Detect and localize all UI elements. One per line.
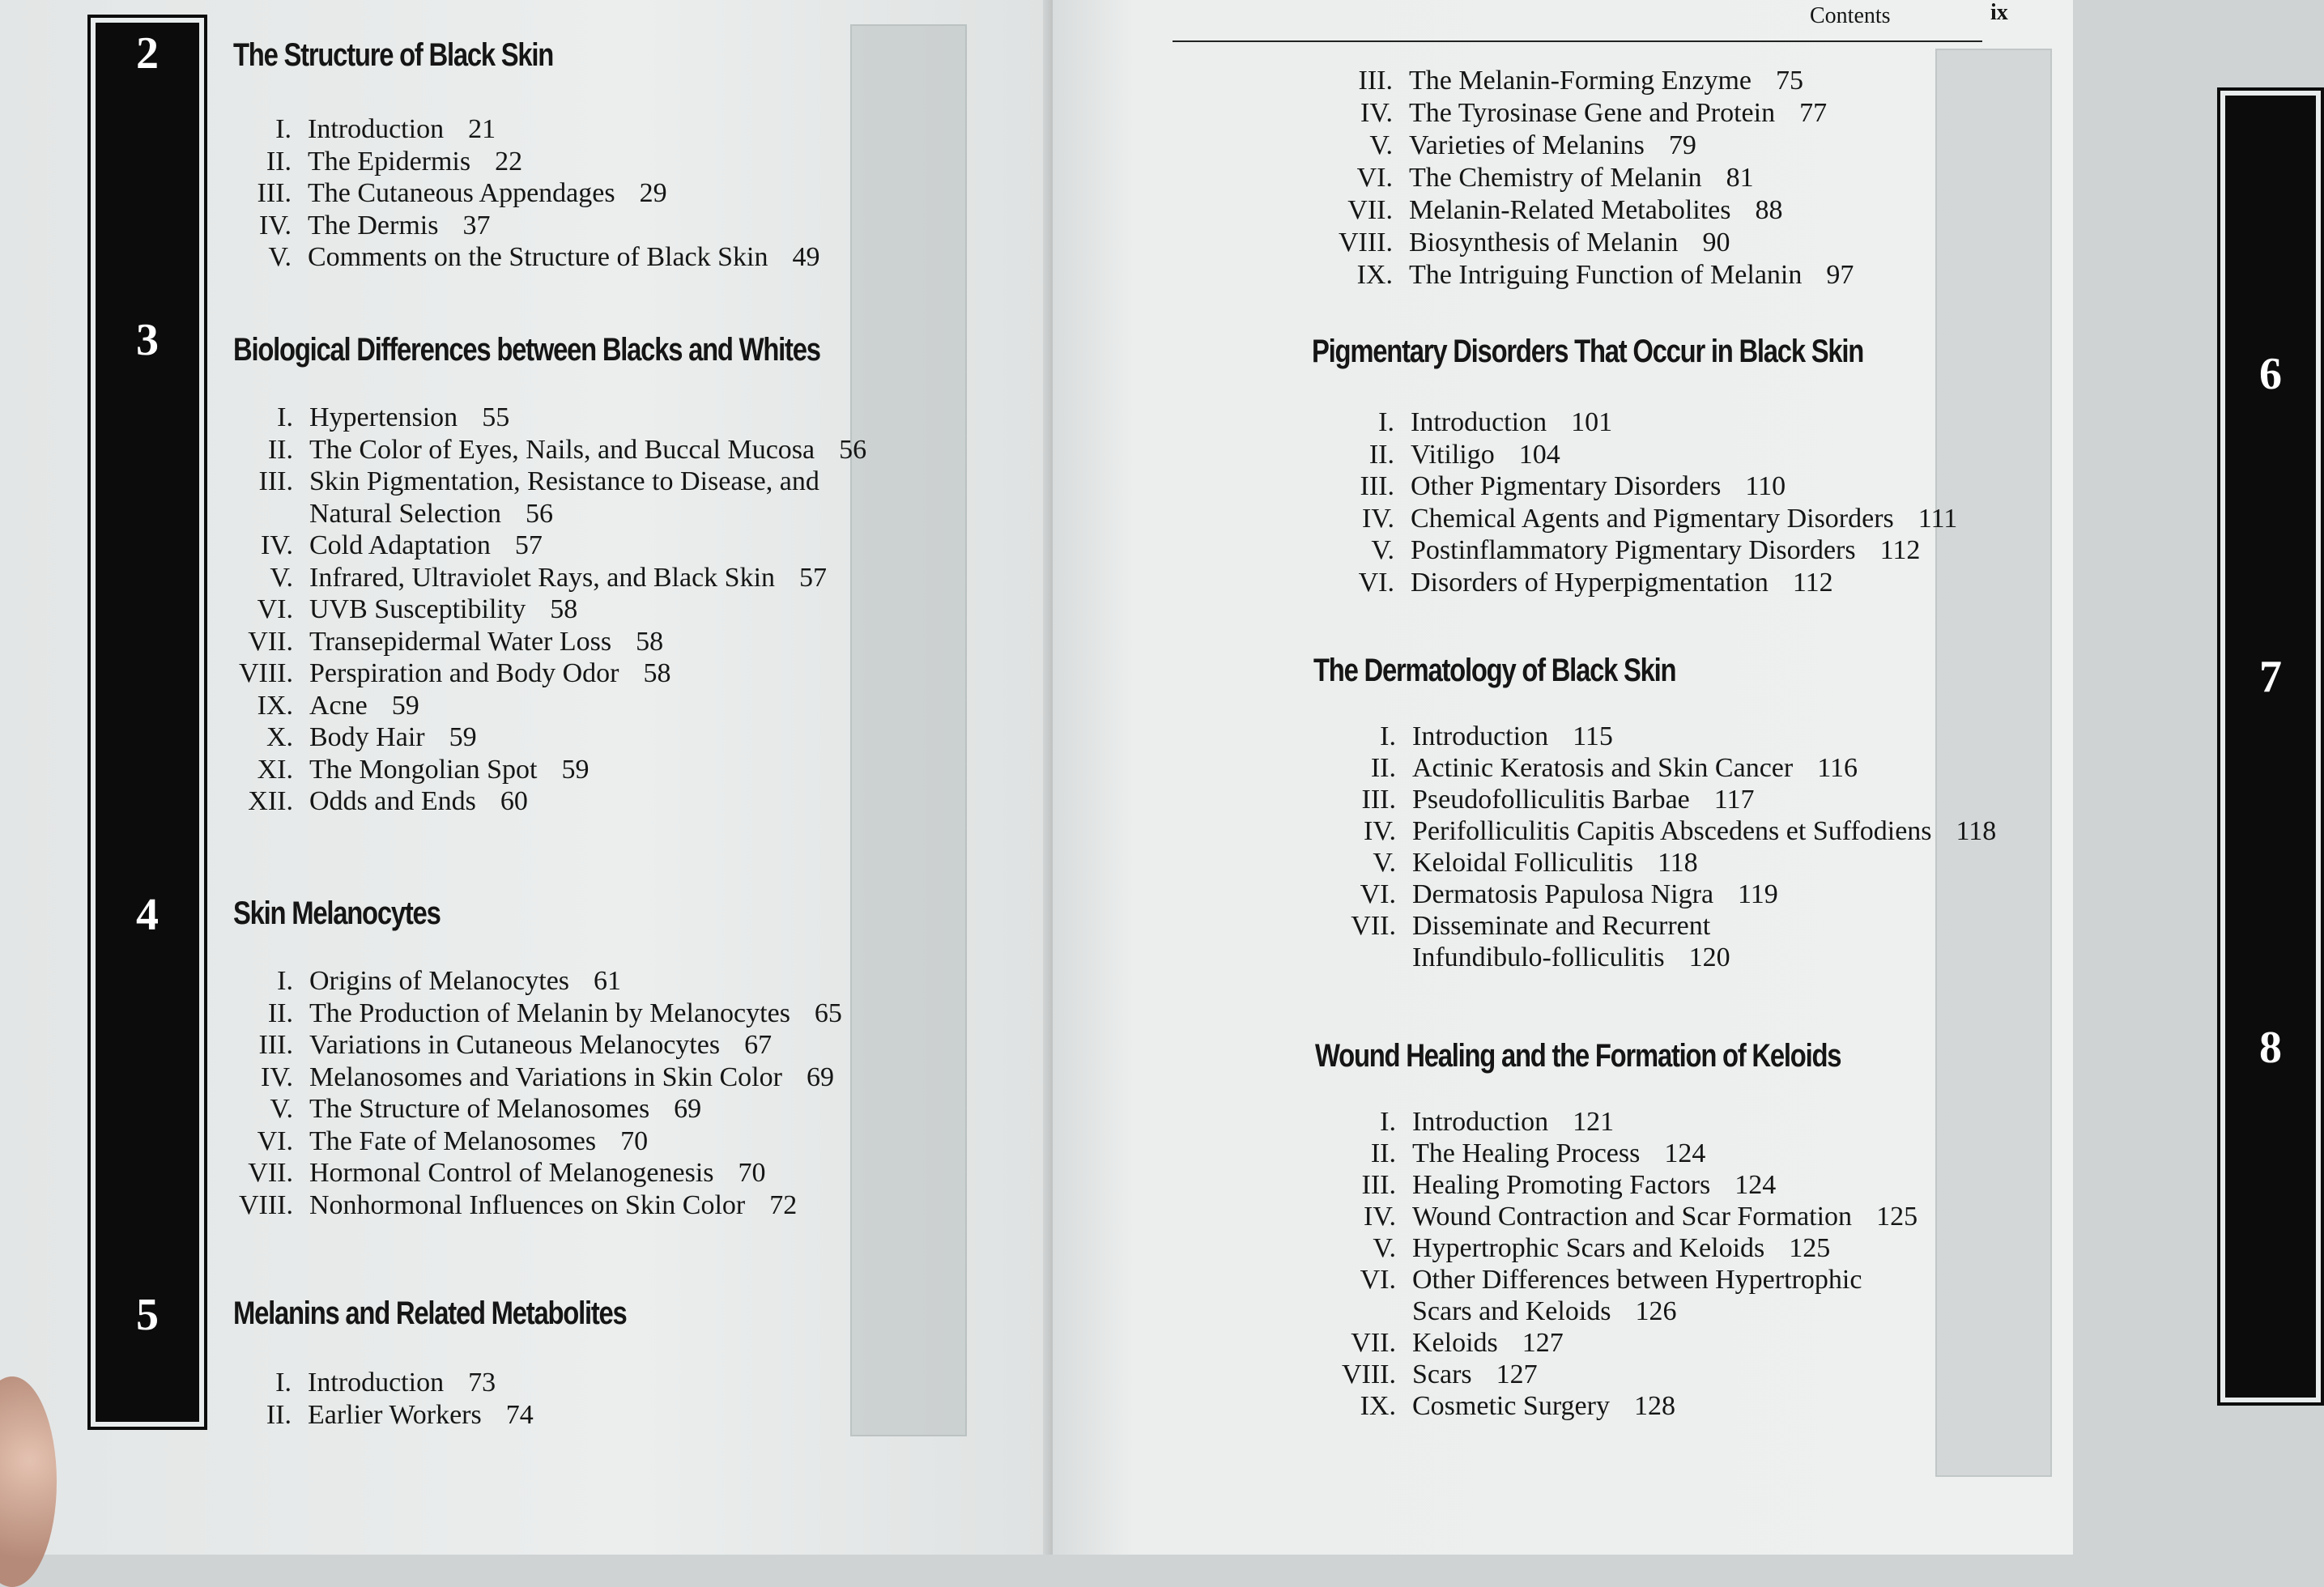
entry-title: The Chemistry of Melanin 81 — [1409, 163, 1754, 193]
entry-page-number: 104 — [1518, 439, 1560, 470]
entry-page-number: 97 — [1826, 260, 1854, 290]
right-page — [1053, 0, 2282, 1555]
entry-numeral: V. — [270, 1094, 293, 1124]
entry-title: Disseminate and Recurrent — [1412, 911, 1711, 941]
entry-title: Skin Pigmentation, Resistance to Disease, and — [309, 466, 819, 496]
entry-title: Infundibulo-folliculitis 120 — [1412, 942, 1730, 972]
entry-page-number: 121 — [1573, 1107, 1615, 1137]
entry-title: Cosmetic Surgery 128 — [1412, 1391, 1675, 1421]
entry-numeral: V. — [268, 242, 292, 272]
entry-title: Chemical Agents and Pigmentary Disorders 111 — [1411, 503, 1958, 534]
entry-page-number: 37 — [462, 210, 491, 240]
entry-page-number: 21 — [468, 114, 496, 144]
page-number: ix — [1990, 0, 2008, 25]
chapter-title: Biological Differences between Blacks and Whites — [233, 332, 820, 368]
entry-title: Variations in Cutaneous Melanocytes 67 — [309, 1030, 773, 1060]
entry-title: The Intriguing Function of Melanin 97 — [1409, 260, 1854, 290]
entry-page-number: 22 — [495, 146, 523, 177]
entry-page-number: 125 — [1789, 1233, 1831, 1263]
entry-title: Hypertrophic Scars and Keloids 125 — [1412, 1233, 1831, 1263]
entry-title: Introduction 73 — [308, 1368, 496, 1398]
entry-page-number: 125 — [1876, 1202, 1918, 1232]
entry-numeral: XI. — [257, 754, 293, 785]
entry-numeral: IV. — [1362, 503, 1394, 534]
entry-numeral: V. — [1373, 1233, 1396, 1263]
entry-numeral: III. — [258, 466, 293, 496]
chapter-number: 7 — [2259, 652, 2282, 702]
entry-page-number: 60 — [500, 786, 528, 816]
entry-numeral: IV. — [261, 530, 293, 560]
chapter-number: 6 — [2259, 349, 2282, 399]
entry-page-number: 65 — [814, 998, 842, 1028]
entry-title: Perifolliculitis Capitis Abscedens et Suffodiens 118 — [1412, 816, 1997, 846]
entry-numeral: VIII. — [1341, 1359, 1396, 1389]
entry-title: Melanosomes and Variations in Skin Color 69 — [309, 1062, 834, 1092]
entry-page-number: 120 — [1688, 942, 1730, 972]
entry-title: The Color of Eyes, Nails, and Buccal Mucosa 56 — [309, 434, 867, 465]
chapter-number: 3 — [136, 315, 159, 365]
entry-numeral: VII. — [1351, 911, 1396, 941]
entry-title: The Tyrosinase Gene and Protein 77 — [1409, 98, 1828, 128]
entry-page-number: 59 — [561, 754, 590, 785]
entry-title: Body Hair 59 — [309, 722, 477, 752]
entry-numeral: III. — [258, 1030, 293, 1060]
entry-page-number: 69 — [806, 1062, 834, 1092]
entry-page-number: 124 — [1734, 1170, 1777, 1200]
entry-title: Keloids 127 — [1412, 1328, 1564, 1358]
entry-numeral: II. — [1370, 1138, 1396, 1168]
entry-numeral: VI. — [1356, 163, 1393, 193]
header-rule — [1173, 40, 1982, 42]
entry-numeral: I. — [1380, 721, 1396, 751]
entry-numeral: VI. — [257, 1125, 293, 1156]
entry-title: Healing Promoting Factors 124 — [1412, 1170, 1777, 1200]
entry-numeral: II. — [267, 998, 293, 1028]
entry-numeral: V. — [1369, 130, 1393, 160]
entry-numeral: X. — [266, 722, 293, 752]
entry-numeral: VII. — [1347, 195, 1393, 225]
entry-page-number: 119 — [1738, 879, 1778, 909]
entry-title: Nonhormonal Influences on Skin Color 72 — [309, 1189, 798, 1220]
entry-page-number: 49 — [792, 242, 820, 272]
entry-numeral: II. — [1370, 753, 1396, 783]
entry-numeral: IX. — [1360, 1391, 1396, 1421]
entry-page-number: 111 — [1918, 503, 1958, 534]
entry-title: Introduction 115 — [1412, 721, 1613, 751]
entry-numeral: I. — [1378, 407, 1394, 437]
entry-page-number: 118 — [1956, 816, 1997, 846]
entry-numeral: III. — [1361, 785, 1396, 815]
entry-page-number: 73 — [468, 1368, 496, 1398]
entry-numeral: VI. — [257, 594, 293, 624]
entry-title: Vitiligo 104 — [1411, 439, 1560, 470]
entry-page-number: 72 — [769, 1189, 798, 1220]
entry-numeral: XII. — [248, 786, 293, 816]
entry-page-number: 110 — [1745, 471, 1786, 501]
chapter-bar — [87, 15, 207, 1430]
entry-title: Hypertension 55 — [309, 402, 510, 432]
entry-page-number: 81 — [1726, 163, 1754, 193]
entry-page-number: 115 — [1573, 721, 1613, 751]
entry-numeral: V. — [1371, 535, 1394, 565]
entry-title: The Epidermis 22 — [308, 146, 523, 177]
entry-title: Wound Contraction and Scar Formation 125 — [1412, 1202, 1918, 1232]
entry-title: The Cutaneous Appendages 29 — [308, 178, 667, 208]
entry-numeral: VI. — [1360, 1265, 1396, 1295]
entry-numeral: III. — [1360, 471, 1394, 501]
left-page — [0, 0, 1053, 1555]
entry-title: Natural Selection 56 — [309, 498, 553, 529]
entry-title: The Structure of Melanosomes 69 — [309, 1094, 702, 1124]
entry-title: Keloidal Folliculitis 118 — [1412, 848, 1698, 878]
entry-page-number: 88 — [1755, 195, 1783, 225]
entry-numeral: IV. — [1364, 1202, 1396, 1232]
entry-page-number: 126 — [1635, 1296, 1677, 1326]
entry-page-number: 70 — [738, 1158, 766, 1188]
entry-numeral: III. — [1361, 1170, 1396, 1200]
entry-page-number: 56 — [839, 434, 867, 465]
entry-numeral: IV. — [261, 1062, 293, 1092]
entry-title: Introduction 101 — [1411, 407, 1613, 437]
chapter-title: Skin Melanocytes — [233, 896, 441, 931]
entry-title: Origins of Melanocytes 61 — [309, 966, 622, 996]
entry-title: Earlier Workers 74 — [308, 1400, 534, 1430]
entry-page-number: 128 — [1633, 1391, 1675, 1421]
entry-numeral: III. — [1358, 66, 1393, 96]
entry-page-number: 58 — [550, 594, 578, 624]
entry-page-number: 59 — [449, 722, 477, 752]
entry-page-number: 79 — [1668, 130, 1696, 160]
entry-title: Other Pigmentary Disorders 110 — [1411, 471, 1786, 501]
chapter-title: The Dermatology of Black Skin — [1313, 653, 1676, 688]
entry-title: Pseudofolliculitis Barbae 117 — [1412, 785, 1755, 815]
entry-title: Introduction 121 — [1412, 1107, 1615, 1137]
bleed-through-band — [1935, 49, 2052, 1477]
entry-page-number: 75 — [1776, 66, 1804, 96]
entry-numeral: IX. — [1356, 260, 1393, 290]
entry-numeral: IV. — [1364, 816, 1396, 846]
entry-title: Infrared, Ultraviolet Rays, and Black Skin 57 — [309, 562, 828, 593]
entry-numeral: VII. — [248, 626, 293, 657]
entry-numeral: III. — [257, 178, 292, 208]
entry-page-number: 57 — [514, 530, 543, 560]
entry-numeral: II. — [267, 434, 293, 465]
entry-page-number: 59 — [391, 690, 419, 721]
entry-numeral: VIII. — [1338, 228, 1393, 257]
entry-numeral: IV. — [1360, 98, 1393, 128]
entry-numeral: V. — [1373, 848, 1396, 878]
entry-title: Acne 59 — [309, 690, 419, 721]
chapter-title: Melanins and Related Metabolites — [233, 1296, 627, 1331]
entry-numeral: II. — [1368, 439, 1394, 470]
entry-numeral: VI. — [1360, 879, 1396, 909]
entry-page-number: 29 — [639, 178, 667, 208]
bleed-through-band — [850, 24, 967, 1436]
chapter-number: 5 — [136, 1290, 159, 1340]
entry-page-number: 90 — [1702, 228, 1730, 257]
chapter-number: 8 — [2259, 1023, 2282, 1073]
entry-title: The Mongolian Spot 59 — [309, 754, 590, 785]
entry-numeral: VII. — [248, 1158, 293, 1188]
entry-numeral: VIII. — [238, 658, 293, 688]
entry-page-number: 61 — [594, 966, 622, 996]
entry-page-number: 57 — [799, 562, 828, 593]
entry-title: Varieties of Melanins 79 — [1409, 130, 1696, 160]
entry-numeral: IX. — [257, 690, 293, 721]
entry-title: The Fate of Melanosomes 70 — [309, 1125, 649, 1156]
entry-title: Perspiration and Body Odor 58 — [309, 658, 671, 688]
entry-numeral: I. — [275, 1368, 292, 1398]
entry-title: Transepidermal Water Loss 58 — [309, 626, 664, 657]
chapter-title: Wound Healing and the Formation of Keloids — [1315, 1038, 1841, 1074]
entry-page-number: 67 — [744, 1030, 773, 1060]
entry-numeral: I. — [277, 402, 293, 432]
entry-numeral: I. — [277, 966, 293, 996]
entry-title: The Melanin-Forming Enzyme 75 — [1409, 66, 1804, 96]
chapter-bar — [2217, 87, 2324, 1406]
chapter-title: Pigmentary Disorders That Occur in Black Skin — [1312, 334, 1864, 369]
thumb — [0, 1376, 57, 1587]
entry-title: Introduction 21 — [308, 114, 496, 144]
entry-numeral: V. — [270, 562, 293, 593]
entry-page-number: 116 — [1817, 753, 1858, 783]
entry-page-number: 77 — [1799, 98, 1828, 128]
entry-title: The Dermis 37 — [308, 210, 491, 240]
entry-title: Disorders of Hyperpigmentation 112 — [1411, 567, 1833, 598]
chapter-number: 2 — [136, 28, 159, 79]
entry-title: Melanin-Related Metabolites 88 — [1409, 195, 1783, 225]
entry-page-number: 70 — [620, 1125, 649, 1156]
entry-page-number: 69 — [674, 1094, 702, 1124]
entry-numeral: I. — [275, 114, 292, 144]
running-head-label: Contents — [1810, 3, 1891, 28]
entry-page-number: 127 — [1496, 1359, 1538, 1389]
entry-title: Hormonal Control of Melanogenesis 70 — [309, 1158, 766, 1188]
entry-page-number: 74 — [505, 1400, 534, 1430]
entry-title: Comments on the Structure of Black Skin 49 — [308, 242, 820, 272]
entry-numeral: VI. — [1358, 567, 1394, 598]
entry-page-number: 58 — [636, 626, 664, 657]
entry-page-number: 58 — [643, 658, 671, 688]
entry-title: UVB Susceptibility 58 — [309, 594, 578, 624]
entry-numeral: VII. — [1351, 1328, 1396, 1358]
entry-page-number: 56 — [525, 498, 553, 529]
entry-numeral: II. — [266, 1400, 292, 1430]
entry-numeral: IV. — [259, 210, 292, 240]
chapter-number: 4 — [136, 890, 159, 940]
entry-page-number: 124 — [1664, 1138, 1706, 1168]
entry-numeral: I. — [1380, 1107, 1396, 1137]
entry-page-number: 101 — [1571, 407, 1613, 437]
entry-title: Other Differences between Hypertrophic — [1412, 1265, 1862, 1295]
entry-title: Scars 127 — [1412, 1359, 1538, 1389]
entry-page-number: 112 — [1792, 567, 1833, 598]
entry-numeral: II. — [266, 146, 292, 177]
entry-page-number: 127 — [1522, 1328, 1564, 1358]
entry-numeral: VIII. — [238, 1189, 293, 1220]
chapter-title: The Structure of Black Skin — [233, 37, 554, 73]
entry-page-number: 112 — [1879, 535, 1921, 565]
entry-page-number: 118 — [1657, 848, 1698, 878]
entry-title: Postinflammatory Pigmentary Disorders 112 — [1411, 535, 1921, 565]
entry-title: The Production of Melanin by Melanocytes 65 — [309, 998, 842, 1028]
entry-title: Biosynthesis of Melanin 90 — [1409, 228, 1730, 257]
entry-title: Dermatosis Papulosa Nigra 119 — [1412, 879, 1778, 909]
entry-title: Scars and Keloids 126 — [1412, 1296, 1677, 1326]
entry-title: Odds and Ends 60 — [309, 786, 528, 816]
entry-title: Actinic Keratosis and Skin Cancer 116 — [1412, 753, 1858, 783]
entry-page-number: 117 — [1713, 785, 1755, 815]
entry-title: Cold Adaptation 57 — [309, 530, 543, 560]
entry-page-number: 55 — [482, 402, 510, 432]
entry-title: The Healing Process 124 — [1412, 1138, 1706, 1168]
